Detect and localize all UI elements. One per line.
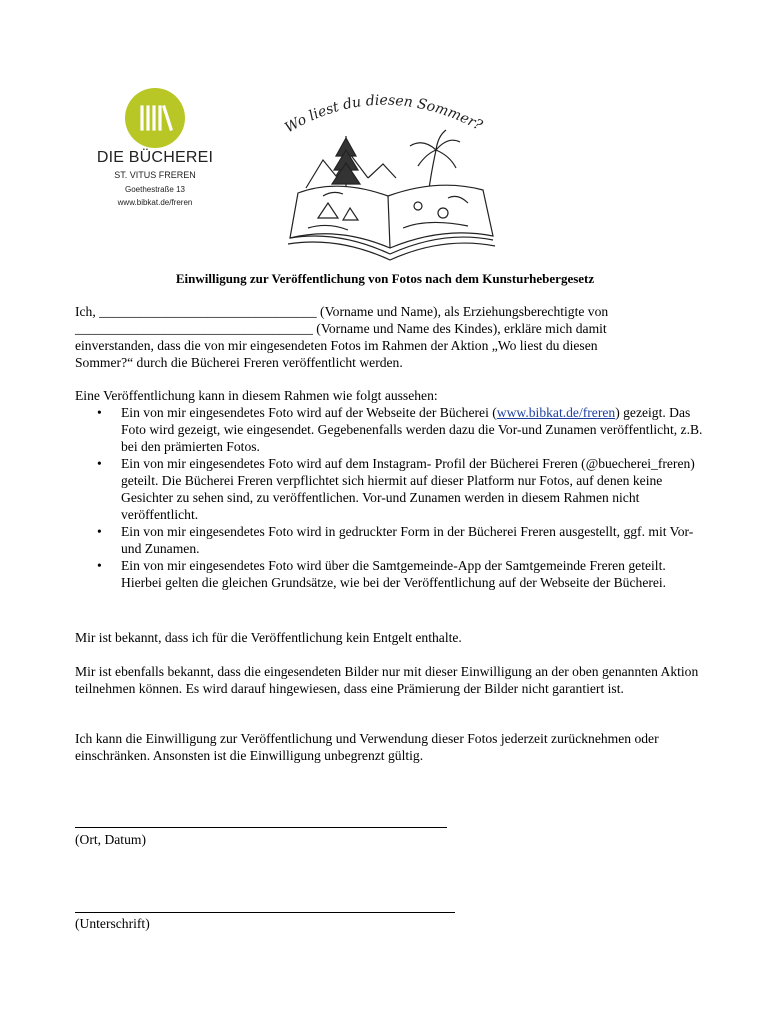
publication-options-list [75,404,705,591]
bullet-3-text: Ein von mir eingesendetes Foto wird in gedruckter Form in der Bücherei Freren ausgestellt, ggf. mit Vor-und Zunamen. [121,524,694,556]
logo-subtitle: ST. VITUS FREREN [114,170,196,180]
list-item [75,455,705,523]
intro-paragraph [75,303,705,371]
logo-website: www.bibkat.de/freren [117,198,193,207]
logo-address [95,183,215,209]
logo-street: Goethestraße 13 [124,185,186,194]
illustration-headline: Wo liest du diesen Sommer? [282,92,485,137]
intro-line-3: einverstanden, dass die von mir eingesendeten Fotos im Rahmen der Aktion „Wo liest du diesen [75,338,598,353]
document-title: Einwilligung zur Veröffentlichung von Fotos nach dem Kunsturhebergesetz [175,271,595,286]
list-item [75,523,705,557]
place-date-label: (Ort, Datum) [75,832,146,847]
bullet-1-text-end: ) gezeigt. Das Foto wird gezeigt, wie eingesendet. Gegebenenfalls werden dazu die Vor-und Zunamen veröffentlicht, z.B. bei den prämierten Fotos. [121,405,703,454]
open-book-illustration [278,78,503,268]
intro-line-1: Ich, ________________________________ (Vorname und Name), als Erziehungsberechtigte von [75,304,609,319]
bullet-icon: • [97,405,102,420]
place-date-line[interactable] [75,827,447,828]
signature-label: (Unterschrift) [75,916,150,931]
signature-line[interactable] [75,912,455,913]
list-item [75,404,705,455]
bullet-2-text: Ein von mir eingesendetes Foto wird auf dem Instagram- Profil der Bücherei Freren (@buecherei_freren) geteilt. Die Bücherei Freren verpflichtet sich hiermit auf dieser Platform nur Fotos, auf denen keine Gesichter zu sehen sind, zu veröffentlichen. Vor-und Zunamen werden in diesem Rahmen nicht veröffentlicht. [121,456,695,522]
fee-paragraph: Mir ist bekannt, dass ich für die Veröffentlichung kein Entgelt enthalte. [75,630,462,645]
bullet-icon: • [97,456,102,471]
award-paragraph: Mir ist ebenfalls bekannt, dass die eingesendeten Bilder nur mit dieser Einwilligung an der oben genannten Aktion teilnehmen können. Es wird darauf hingewiesen, dass eine Prämierung der Bilder nicht garantiert ist. [75,664,699,696]
list-item [75,557,705,591]
intro-line-4: Sommer?“ durch die Bücherei Freren veröffentlicht werden. [75,355,403,370]
bullet-4-text: Ein von mir eingesendetes Foto wird über die Samtgemeinde-App der Samtgemeinde Freren geteilt. Hierbei gelten die gleichen Grundsätze, wie bei der Veröffentlichung auf der Webseite der Bücherei. [121,558,667,590]
bullet-icon: • [97,524,102,539]
bullet-1-text-start: Ein von mir eingesendetes Foto wird auf der Webseite der Bücherei ( [121,405,497,420]
revoke-paragraph: Ich kann die Einwilligung zur Veröffentlichung und Verwendung dieser Fotos jederzeit zurücknehmen oder einschränken. Ansonsten ist die Einwilligung unbegrenzt gültig. [75,731,659,763]
list-intro: Eine Veröffentlichung kann in diesem Rahmen wie folgt aussehen: [75,388,438,403]
logo-name: DIE BÜCHEREI [96,149,214,166]
website-link[interactable]: www.bibkat.de/freren [496,405,616,420]
bullet-icon: • [97,558,102,573]
logo-emblem [125,88,185,148]
intro-line-2: ___________________________________ (Vorname und Name des Kindes), erkläre mich damit [75,321,607,336]
